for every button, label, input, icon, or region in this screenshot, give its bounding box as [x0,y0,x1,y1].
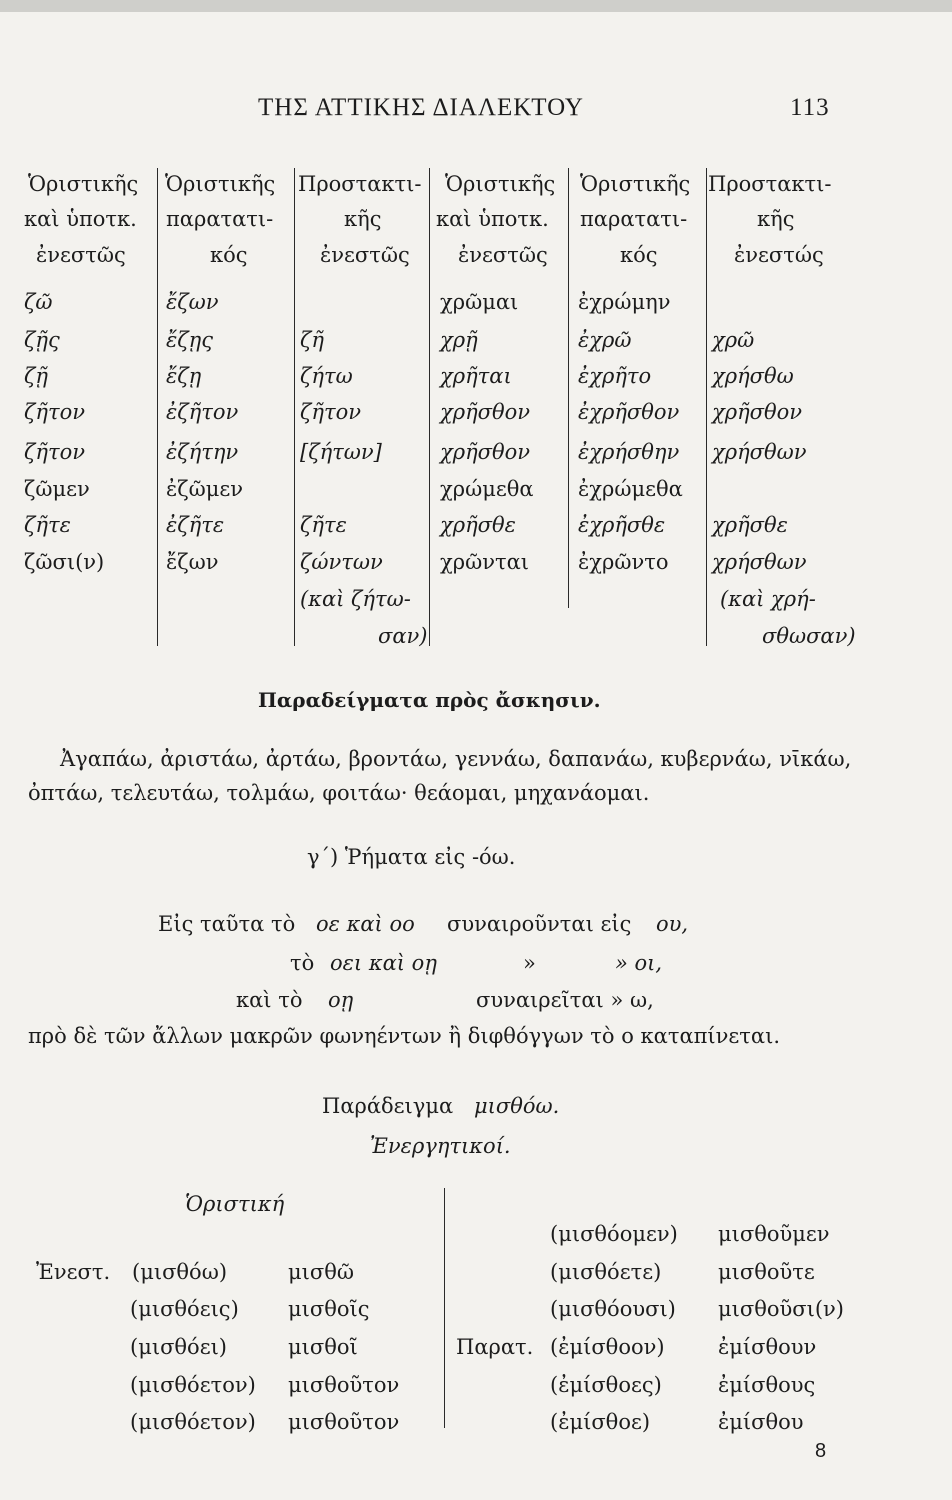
table-cell: ἐχρῆσθε [578,513,666,537]
rule-text: » οι, [615,951,663,975]
contracted-form: μισθοῦτον [288,1410,400,1434]
table-cell: ἐχρῆσθον [578,400,680,424]
voice-heading: Ἐνεργητικοί. [370,1134,511,1158]
column-header-line: Προστακτι- [298,172,422,196]
uncontracted-form: (μισθόεις) [130,1297,239,1321]
table-cell: ἐχρώμεθα [578,477,683,501]
uncontracted-form: (μισθόω) [132,1260,228,1284]
uncontracted-form: (ἐμίσθοον) [550,1335,665,1359]
uncontracted-form: (μισθόει) [130,1335,228,1359]
column-header-line: Ὁριστικῆς [165,172,276,196]
rule-text: οε καὶ οο [316,912,415,936]
column-header-line: ἐνεστῶς [458,243,548,267]
column-header-line: ἐνεστῶς [36,243,126,267]
rule-text: καὶ τὸ [236,988,303,1012]
column-header-line: κός [620,243,658,267]
table-cell: ζῆτον [24,440,85,464]
contracted-form: ἐμίσθουν [718,1335,817,1359]
exercise-verbs-line: Ἀγαπάω, ἀριστάω, ἀρτάω, βροντάω, γεννάω, δαπανάω, κυβερνάω, νῑκάω, [60,747,852,771]
column-divider [294,168,295,646]
table-cell: χρῶ [712,328,755,352]
mood-heading: Ὁριστική [185,1192,285,1216]
contracted-form: μισθῶ [288,1260,354,1284]
table-cell: ζῶσι(ν) [24,550,105,574]
table-cell: [ζήτων] [300,440,382,464]
table-cell: ἔζῃ [166,364,202,388]
table-cell: ζῆτε [300,513,347,537]
table-cell: (καὶ χρή- [720,587,816,611]
tense-label: Παρατ. [456,1335,534,1359]
table-cell: σαν) [378,624,428,648]
table-cell: ζήτω [300,364,353,388]
table-cell: ζῆτον [300,400,361,424]
table-cell: ἐχρώμην [578,290,671,314]
table-cell: ζῶ [24,290,53,314]
table-cell: ζῆτε [24,513,71,537]
column-header-line: κῆς [757,207,795,231]
column-header-line: καὶ ὑποτκ. [436,207,549,231]
contracted-form: μισθοῖς [288,1297,370,1321]
table-cell: ζώντων [300,550,383,574]
column-divider [157,168,158,646]
rule-text: » [523,951,536,975]
table-cell: ἐχρῶ [578,328,632,352]
uncontracted-form: (μισθόομεν) [550,1222,678,1246]
contracted-form: μισθοῦμεν [718,1222,830,1246]
column-header-line: Ὁριστικῆς [445,172,556,196]
table-cell: χρήσθων [712,440,807,464]
table-cell: ἔζῃς [166,328,213,352]
table-cell: ἔζων [166,550,219,574]
table-cell: χρώμεθα [440,477,534,501]
printer-signature: 8 [815,1440,827,1462]
column-header-line: ἐνεστώς [734,243,824,267]
table-cell: ἐχρήσθην [578,440,680,464]
table-cell: σθωσαν) [762,624,856,648]
uncontracted-form: (μισθόετε) [550,1260,662,1284]
column-divider [706,168,707,646]
table-cell: ἐχρῶντο [578,550,669,574]
contracted-form: ἐμίσθου [718,1410,804,1434]
section-heading: γ΄) Ῥήματα εἰς -όω. [307,845,516,869]
column-header-line: Ὁριστικῆς [580,172,691,196]
table-cell: ζῇς [24,328,60,352]
table-cell: ἐζῆτον [166,400,239,424]
contracted-form: μισθοῦτον [288,1373,400,1397]
column-divider [568,168,569,608]
column-header-line: ἐνεστῶς [320,243,410,267]
table-cell: ζῶμεν [24,477,90,501]
contracted-form: μισθοῦσι(ν) [718,1297,844,1321]
rule-text: Εἰς ταῦτα τὸ [158,912,296,936]
exercises-heading: Παραδείγματα πρὸς ἄσκησιν. [258,688,601,712]
example-title: Παράδειγμα [322,1094,454,1118]
column-divider [429,168,430,646]
running-title: ΤΗΣ ΑΤΤΙΚΗΣ ΔΙΑΛΕΚΤΟΥ [258,94,584,121]
rule-text: οει καὶ οῃ [330,951,437,975]
rule-text: τὸ [290,951,315,975]
table-cell: χρῆται [440,364,512,388]
example-verb: μισθόω. [474,1094,560,1118]
tense-label: Ἐνεστ. [36,1260,111,1284]
table-cell: χρῆσθον [712,400,803,424]
rule-text: συναιροῦνται εἰς [447,912,632,936]
exercise-verbs-line: ὀπτάω, τελευτάω, τολμάω, φοιτάω· θεάομαι, μηχανάομαι. [28,781,650,805]
uncontracted-form: (ἐμίσθοε) [550,1410,651,1434]
contracted-form: μισθοῦτε [718,1260,815,1284]
scan-top-edge [0,0,952,12]
table-cell: ἐχρῆτο [578,364,652,388]
table-cell: χρῆσθε [712,513,788,537]
column-header-line: κῆς [344,207,382,231]
table-cell: χρῶμαι [440,290,519,314]
contracted-form: ἐμίσθους [718,1373,816,1397]
contracted-form: μισθοῖ [288,1335,358,1359]
column-header-line: κός [210,243,248,267]
table-cell: ἔζων [166,290,219,314]
table-cell: (καὶ ζήτω- [300,587,411,611]
table-cell: ζῆτον [24,400,85,424]
column-header-line: Ὁριστικῆς [28,172,139,196]
rule-text: συναιρεῖται » ω, [476,988,654,1012]
table-cell: χρῇ [440,328,478,352]
uncontracted-form: (μισθόετον) [130,1373,256,1397]
table-cell: χρῆσθον [440,400,531,424]
table-cell: χρήσθων [712,550,807,574]
page-number: 113 [790,94,830,121]
table-cell: ἐζῆτε [166,513,225,537]
rule-text: ου, [656,912,689,936]
table-cell: ἐζῶμεν [166,477,244,501]
table-cell: χρῆσθε [440,513,516,537]
table-cell: χρήσθω [712,364,794,388]
table-cell: ἐζήτην [166,440,239,464]
column-header-line: καὶ ὑποτκ. [24,207,137,231]
rule-text: οῃ [328,988,354,1012]
table-cell: ζῆ [300,328,324,352]
table-cell: χρῶνται [440,550,529,574]
column-header-line: παρατατι- [580,207,688,231]
column-header-line: παρατατι- [166,207,274,231]
table-cell: χρῆσθον [440,440,531,464]
column-header-line: Προστακτι- [708,172,832,196]
uncontracted-form: (μισθόουσι) [550,1297,676,1321]
paradigm-divider [444,1188,445,1428]
table-cell: ζῇ [24,364,48,388]
rule-text: πρὸ δὲ τῶν ἄλλων μακρῶν φωνηέντων ἢ διφθόγγων τὸ ο καταπίνεται. [28,1024,781,1048]
uncontracted-form: (μισθόετον) [130,1410,256,1434]
uncontracted-form: (ἐμίσθοες) [550,1373,662,1397]
